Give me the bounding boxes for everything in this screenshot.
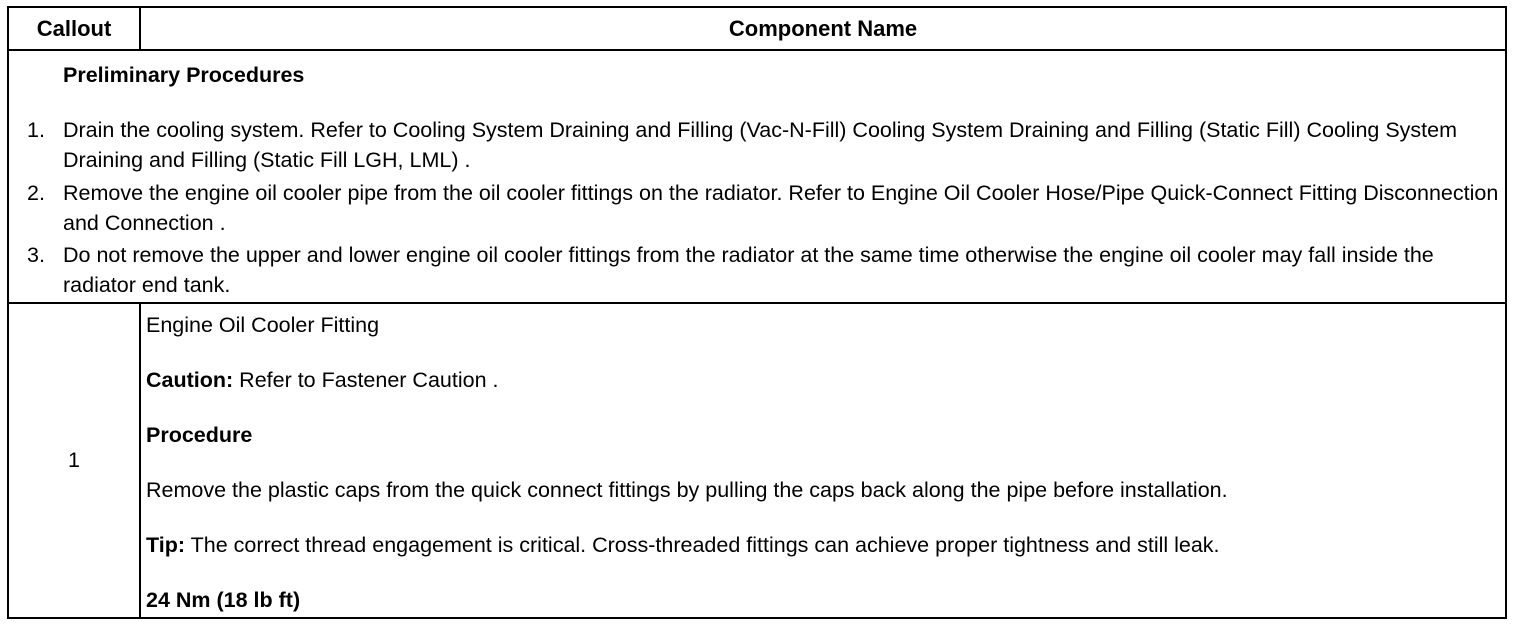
caution-label: Caution:	[146, 368, 234, 392]
step-text: Remove the engine oil cooler pipe from the oil cooler fittings on the radiator. Refer to Engine Oil Cooler Hose/Pipe Quick-Connect Fitting Disconnection and Connection .	[63, 180, 1499, 235]
preliminary-step	[9, 178, 1505, 238]
component-name: Engine Oil Cooler Fitting	[146, 313, 380, 337]
caution-note	[146, 365, 1499, 420]
step-number: 3.	[27, 243, 45, 267]
caution-text: Refer to Fastener Caution .	[233, 368, 499, 392]
procedure-label: Procedure	[146, 423, 253, 447]
preliminary-step	[9, 115, 1505, 175]
component-table	[7, 6, 1507, 619]
callout-number: 1	[9, 304, 141, 617]
procedure-text: Remove the plastic caps from the quick connect fittings by pulling the caps back along the pipe before installation.	[146, 478, 1228, 502]
step-number: 1.	[27, 118, 45, 142]
step-text: Do not remove the upper and lower engine oil cooler fittings from the radiator at the same time otherwise the engine oil cooler may fall inside the radiator end tank.	[63, 243, 1434, 297]
header-component-name: Component Name	[728, 15, 918, 41]
tip-label: Tip:	[146, 533, 186, 557]
table-row	[9, 304, 1505, 617]
step-text: Drain the cooling system. Refer to Cooling System Draining and Filling (Vac-N-Fill) Cooling System Draining and Filling (Static Fill) Cooling System Draining and Filling (Static Fill LGH, LML) .	[63, 118, 1458, 172]
step-number: 2.	[27, 180, 45, 205]
preliminary-procedures-row	[9, 51, 1505, 304]
preliminary-procedures-title: Preliminary Procedures	[63, 63, 305, 87]
header-callout: Callout	[9, 8, 141, 49]
tip-note	[146, 530, 1499, 585]
tip-text: The correct thread engagement is critical. Cross-threaded fittings can achieve proper tightness and still leak.	[185, 533, 1220, 557]
preliminary-step	[9, 240, 1505, 300]
component-details	[146, 310, 1499, 640]
torque-spec: 24 Nm (18 lb ft)	[146, 588, 301, 612]
preliminary-steps-list	[9, 115, 1505, 303]
table-header-row	[9, 8, 1505, 51]
